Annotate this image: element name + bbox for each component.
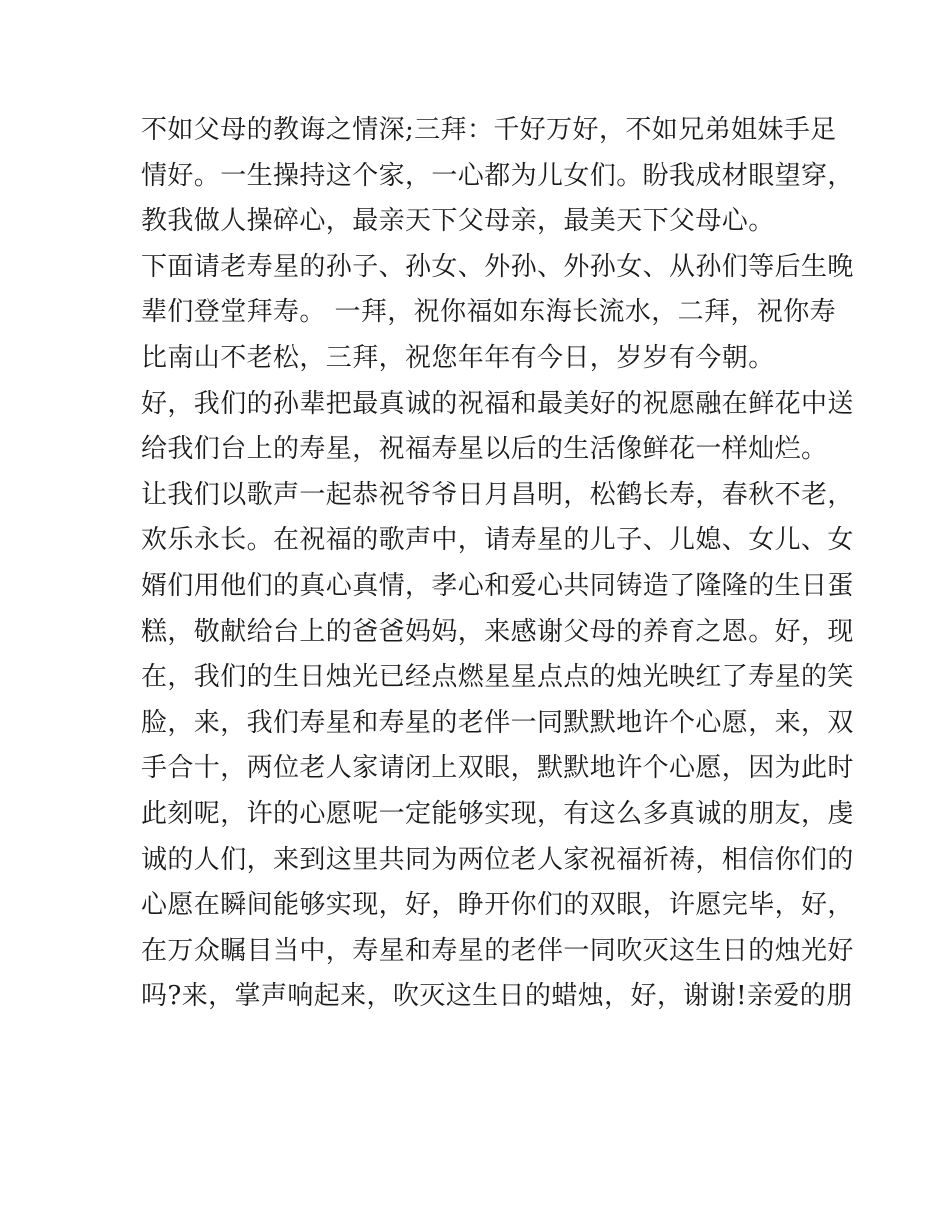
text-line: 此刻呢，许的心愿呢一定能够实现，有这么多真诚的朋友，虔 — [141, 798, 854, 829]
text-line: 在，我们的生日烛光已经点燃星星点点的烛光映红了寿星的笑 — [141, 662, 854, 693]
text-line: 心愿在瞬间能够实现，好，睁开你们的双眼，许愿完毕，好， — [141, 890, 854, 921]
text-line: 在万众瞩目当中，寿星和寿星的老伴一同吹灭这生日的烛光好 — [141, 935, 854, 966]
text-line: 让我们以歌声一起恭祝爷爷日月昌明，松鹤长寿，春秋不老， — [141, 479, 854, 510]
text-line: 教我做人操碎心，最亲天下父母亲，最美天下父母心。 — [141, 206, 775, 237]
text-line: 好，我们的孙辈把最真诚的祝福和最美好的祝愿融在鲜花中送 — [141, 388, 854, 419]
text-line: 不如父母的教诲之情深;三拜：千好万好，不如兄弟姐妹手足 — [141, 115, 837, 145]
text-line: 下面请老寿星的孙子、孙女、外孙、外孙女、从孙们等后生晚 — [141, 251, 854, 282]
text-line: 脸，来，我们寿星和寿星的老伴一同默默地许个心愿，来，双 — [141, 707, 854, 738]
text-line: 诚的人们，来到这里共同为两位老人家祝福祈祷，相信你们的 — [141, 844, 854, 875]
body-text — [141, 108, 854, 1020]
text-line: 欢乐永长。在祝福的歌声中，请寿星的儿子、儿媳、女儿、女 — [141, 525, 854, 556]
text-line: 手合十，两位老人家请闭上双眼，默默地许个心愿，因为此时 — [141, 753, 854, 784]
text-line: 比南山不老松，三拜，祝您年年有今日，岁岁有今朝。 — [141, 342, 775, 373]
text-line: 婿们用他们的真心真情，孝心和爱心共同铸造了隆隆的生日蛋 — [141, 570, 854, 601]
text-line: 给我们台上的寿星，祝福寿星以后的生活像鲜花一样灿烂。 — [141, 434, 828, 465]
text-line: 辈们登堂拜寿。 一拜，祝你福如东海长流水，二拜，祝你寿 — [141, 297, 837, 328]
text-line: 情好。一生操持这个家，一心都为儿女们。盼我成材眼望穿， — [141, 160, 854, 191]
text-line: 吗?来，掌声响起来，吹灭这生日的蜡烛，好，谢谢!亲爱的朋 — [141, 981, 853, 1012]
text-line: 糕，敬献给台上的爸爸妈妈，来感谢父母的养育之恩。好，现 — [141, 616, 854, 647]
